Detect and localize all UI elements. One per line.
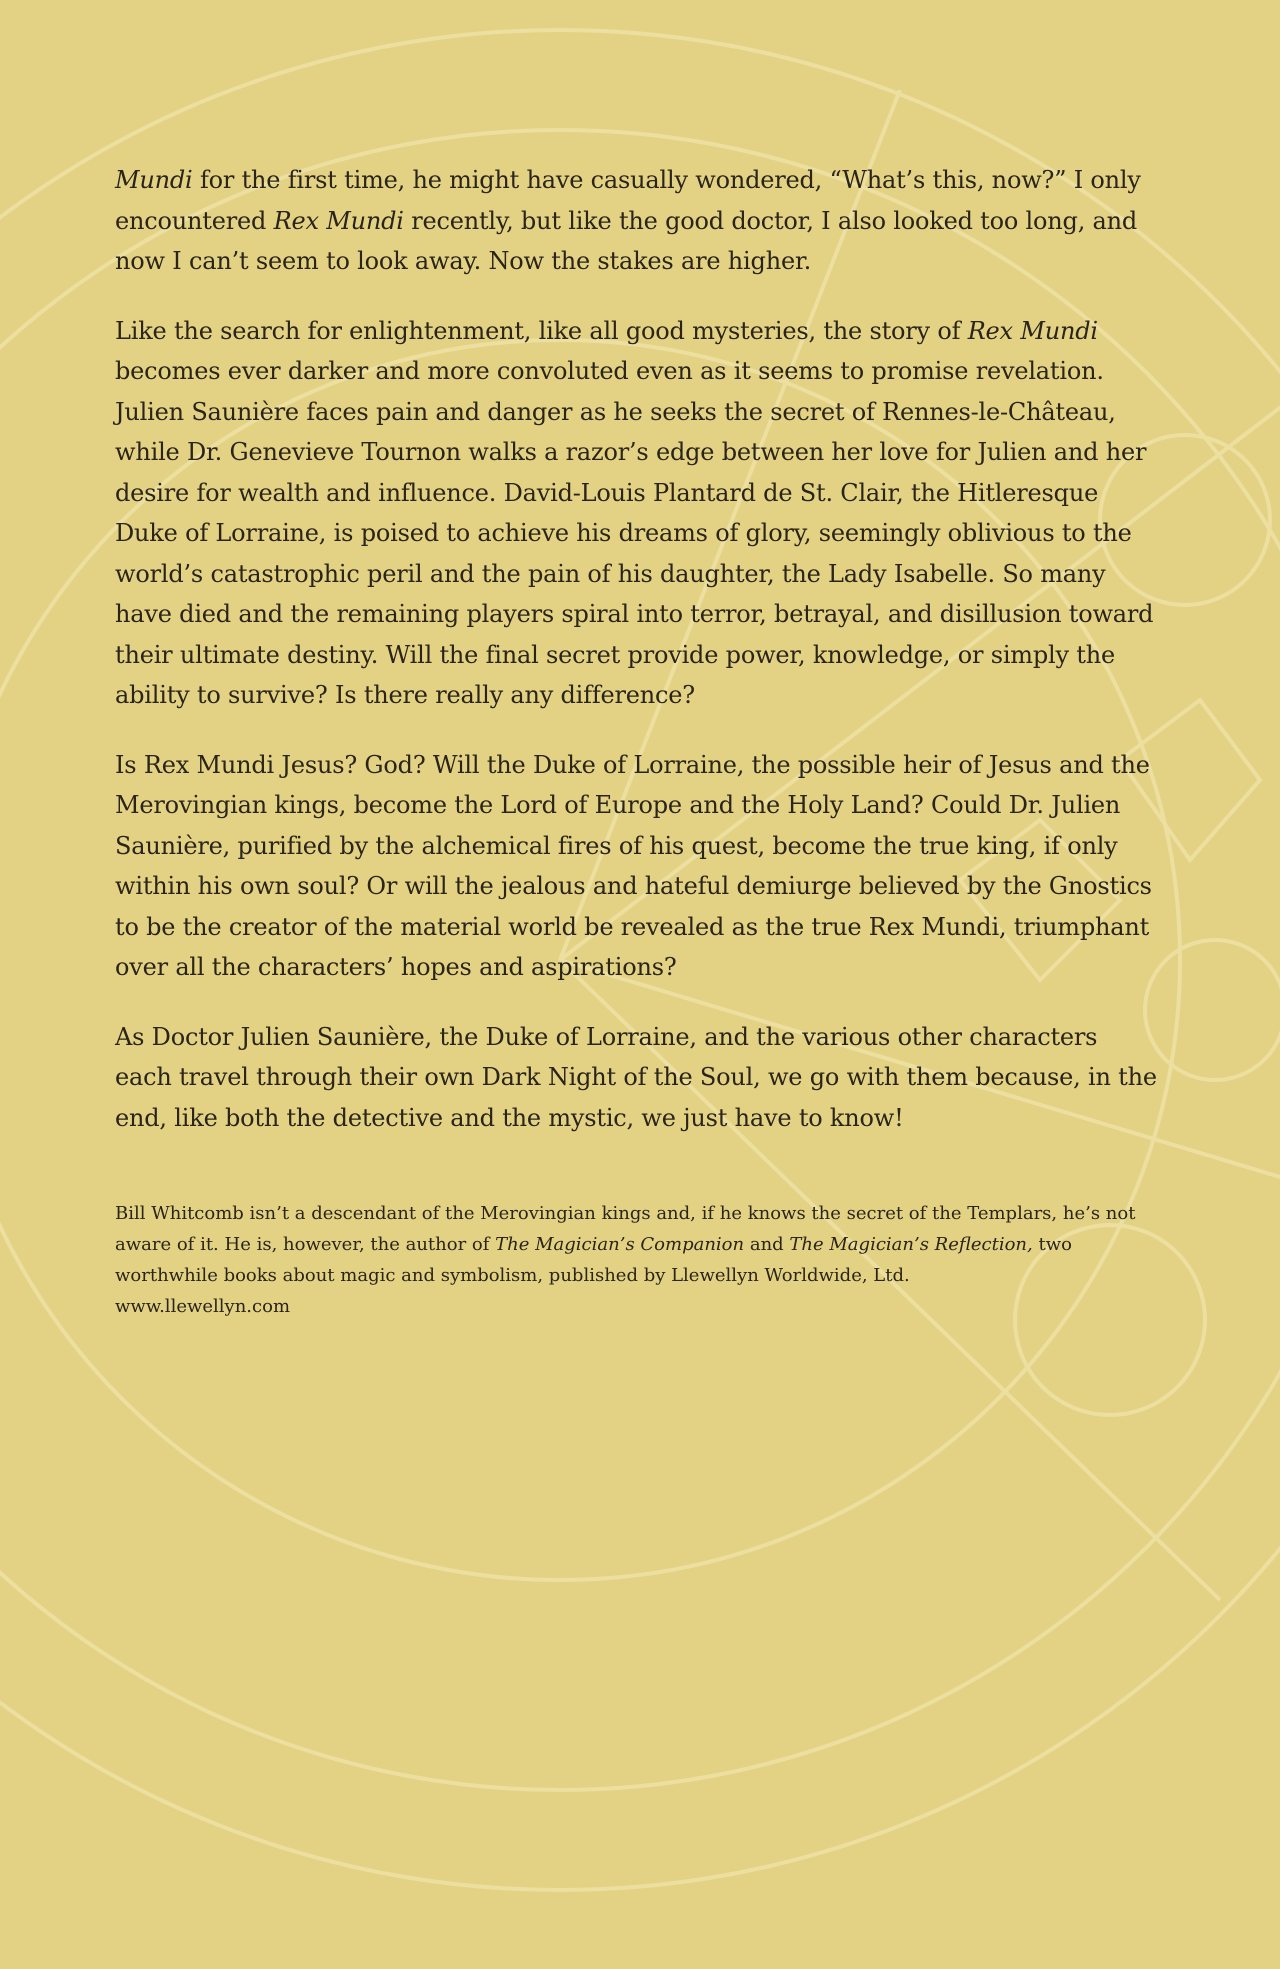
paragraph-1 — [115, 160, 1160, 282]
paragraph-text: recently, but like the good doctor, I also looked too long, and now I can’t seem to look away. Now the stakes are higher. — [115, 206, 1138, 275]
title-italic: Mundi — [115, 166, 193, 194]
author-bio — [115, 1198, 1145, 1322]
paragraph-text: Like the search for enlightenment, like all good mysteries, the story of — [115, 316, 968, 345]
title-italic: Rex Mundi — [967, 316, 1098, 345]
paragraph-2 — [115, 311, 1160, 716]
book-title: The Magician’s Reflection, — [789, 1234, 1033, 1255]
bio-text: Bill Whitcomb isn’t a descendant of the Merovingian kings and, if he knows the secret of the Templars, he’s not aware of it. He is, however, the author of — [115, 1203, 1136, 1255]
essay-text — [115, 160, 1160, 1167]
website-url: www.llewellyn.com — [115, 1296, 291, 1317]
bio-text: and — [744, 1234, 790, 1255]
paragraph-3: Is Rex Mundi Jesus? God? Will the Duke of Lorraine, the possible heir of Jesus and the Merovingian kings, become the Lord of Europe and the Holy Land? Could Dr. Julien Saunière, purified by the alchemical fires of his quest, become the true king, if only within his own soul? Or will the jealous and hateful demiurge believed by the Gnostics to be the creator of the material world be revealed as the true Rex Mundi, triumphant over all the characters’ hopes and aspirations? — [115, 750, 1152, 981]
book-title: The Magician’s Companion — [495, 1234, 745, 1255]
title-italic: Rex Mundi — [273, 206, 404, 235]
paragraph-text: becomes ever darker and more convoluted even as it seems to promise revelation. Julien Saunière faces pain and danger as he seeks the secret of Rennes-le-Château, while Dr. Genevieve Tournon walks a razor’s edge between her love for Julien and her desire for wealth and influence. David-Louis Plantard de St. Clair, the Hitleresque Duke of Lorraine, is poised to achieve his dreams of glory, seemingly oblivious to the world’s catastrophic peril and the pain of his daughter, the Lady Isabelle. So many have died and the remaining players spiral into terror, betrayal, and disillusion toward their ultimate destiny. Will the final secret provide power, knowledge, or simply the ability to survive? Is there really any difference? — [115, 357, 1154, 709]
bio-text: two worthwhile books about magic and symbolism, published by Llewellyn Worldwide, Ltd. — [115, 1234, 1072, 1286]
paragraph-4: As Doctor Julien Saunière, the Duke of Lorraine, and the various other characters each travel through their own Dark Night of the Soul, we go with them because, in the end, like both the detective and the mystic, we just have to know! — [115, 1022, 1157, 1132]
paragraph-text: for the first time, he might have casually wondered, “What’s this, now?” I only encountered — [115, 166, 1141, 235]
